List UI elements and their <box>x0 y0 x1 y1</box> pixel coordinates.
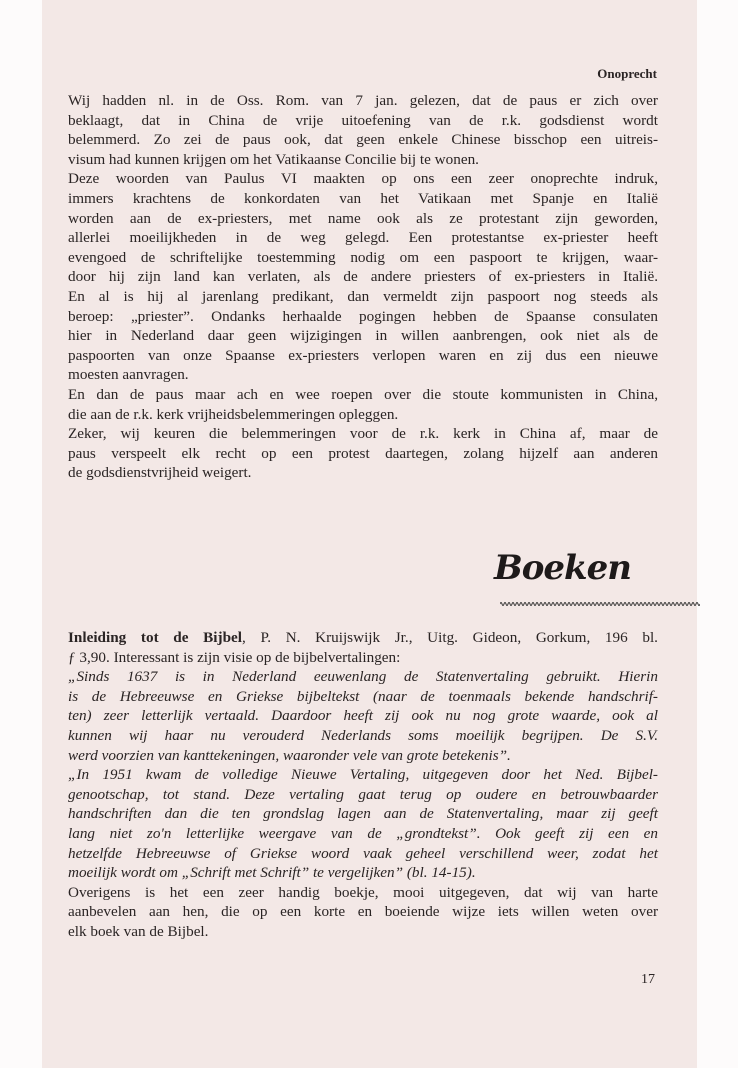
wavy-underline <box>500 600 700 608</box>
text-line: ten) zeer letterlijk vertaald. Daardoor heeft zij ook nu nog grote waarde, ook al <box>68 707 658 725</box>
text-line: Zeker, wij keuren die belemmeringen voor de r.k. kerk in China af, maar de <box>68 425 658 443</box>
section-title-boeken: Boeken <box>494 548 631 588</box>
paragraph <box>68 424 658 483</box>
text-line: evengoed de schriftelijke toestemming nodig om een paspoort te krijgen, waar- <box>68 248 658 266</box>
text-line: worden aan de ex-priesters, met name ook als ze protestant zijn geworden, <box>68 209 658 227</box>
article-text <box>68 91 658 483</box>
paragraph <box>68 169 658 385</box>
text-line: handschriften dan die ten grondslag lagen aan de Statenvertaling, maar zij geeft <box>68 805 658 823</box>
page-number: 17 <box>641 972 655 987</box>
text-line: kunnen wij haar nu verouderd Nederlands soms moeilijk begrijpen. De S.V. <box>68 726 658 744</box>
book-title: Inleiding tot de Bijbel <box>68 629 242 646</box>
text-line: beroep: „priester”. Ondanks herhaalde pogingen hebben de Spaanse consulaten <box>68 307 658 325</box>
text-line: aanbevelen aan hen, die op een korte en boeiende wijze iets willen weten over <box>68 903 658 921</box>
text-line: werd voorzien van kanttekeningen, waaronder vele van grote betekenis”. <box>68 746 511 764</box>
text-line: „In 1951 kwam de volledige Nieuwe Vertaling, uitgegeven door het Ned. Bijbel- <box>68 766 658 784</box>
quote-2 <box>68 765 658 883</box>
text-line: lang niet zo'n letterlijke weergave van de „grondtekst”. Ook geeft zij een en <box>68 824 658 842</box>
text-line: Overigens is het een zeer handig boekje, mooi uitgegeven, dat wij van harte <box>68 883 658 901</box>
page <box>42 0 697 1068</box>
text-line: belemmerd. Zo zei de paus ook, dat geen enkele Chinese bisschop een uitreis- <box>68 131 658 149</box>
quote-1 <box>68 667 658 765</box>
text-line: moeilijk wordt om „Schrift met Schrift” te vergelijken” (bl. 14-15). <box>68 864 476 882</box>
text-line: die aan de r.k. kerk vrijheidsbelemmeringen opleggen. <box>68 405 399 423</box>
text-line: En al is hij al jarenlang predikant, dan vermeldt zijn paspoort nog steeds als <box>68 287 658 305</box>
text-line: Deze woorden van Paulus VI maakten op ons een zeer onoprechte indruk, <box>68 170 658 188</box>
text-line: is de Hebreeuwse en Griekse bijbeltekst (naar de toenmaals bekende handschrif- <box>68 687 658 705</box>
review-closing <box>68 883 658 942</box>
text-line: hier in Nederland daar geen wijzigingen in willen aanbrengen, ook niet als de <box>68 327 658 345</box>
book-review <box>68 628 658 942</box>
paragraph <box>68 91 658 169</box>
book-details: , P. N. Kruijswijk Jr., Uitg. Gideon, Gorkum, 196 bl. <box>241 629 658 646</box>
text-line: elk boek van de Bijbel. <box>68 922 209 940</box>
review-second-line: ƒ 3,90. Interessant is zijn visie op de bijbelvertalingen: <box>68 648 401 666</box>
text-line: genootschap, tot stand. Deze vertaling gaat terug op oudere en betrouwbaarder <box>68 785 658 803</box>
text-line: visum had kunnen krijgen om het Vatikaanse Concilie bij te wonen. <box>68 150 479 168</box>
text-line: allerlei moeilijkheden in de weg gelegd. Een protestantse ex-priester heeft <box>68 229 658 247</box>
text-line: beklaagt, dat in China de vrije uitoefening van de r.k. godsdienst wordt <box>68 111 658 129</box>
text-line: de godsdienstvrijheid weigert. <box>68 464 252 482</box>
text-line: Wij hadden nl. in de Oss. Rom. van 7 jan. gelezen, dat de paus er zich over <box>68 92 658 109</box>
running-header: Onoprecht <box>597 66 657 81</box>
text-line: door hij zijn land kan verlaten, als de andere priesters of ex-priesters in Italië. <box>68 268 658 286</box>
paragraph <box>68 385 658 424</box>
text-line: moesten aanvragen. <box>68 366 189 384</box>
text-line: „Sinds 1637 is in Nederland eeuwenlang de Statenvertaling gebruikt. Hierin <box>68 668 658 686</box>
text-line: paspoorten van onze Spaanse ex-priesters verlopen waren en zij dus een nieuwe <box>68 346 658 364</box>
text-line: paus verspeelt elk recht op een protest daartegen, zolang hijzelf aan anderen <box>68 444 658 462</box>
review-first-line <box>68 628 658 648</box>
text-line: immers krachtens de konkordaten van het Vatikaan met Spanje en Italië <box>68 189 658 207</box>
text-line: En dan de paus maar ach en wee roepen over die stoute kommunisten in China, <box>68 385 658 403</box>
text-line: hetzelfde Hebreeuwse of Griekse woord vaak geheel verschillend weer, zodat het <box>68 844 658 862</box>
